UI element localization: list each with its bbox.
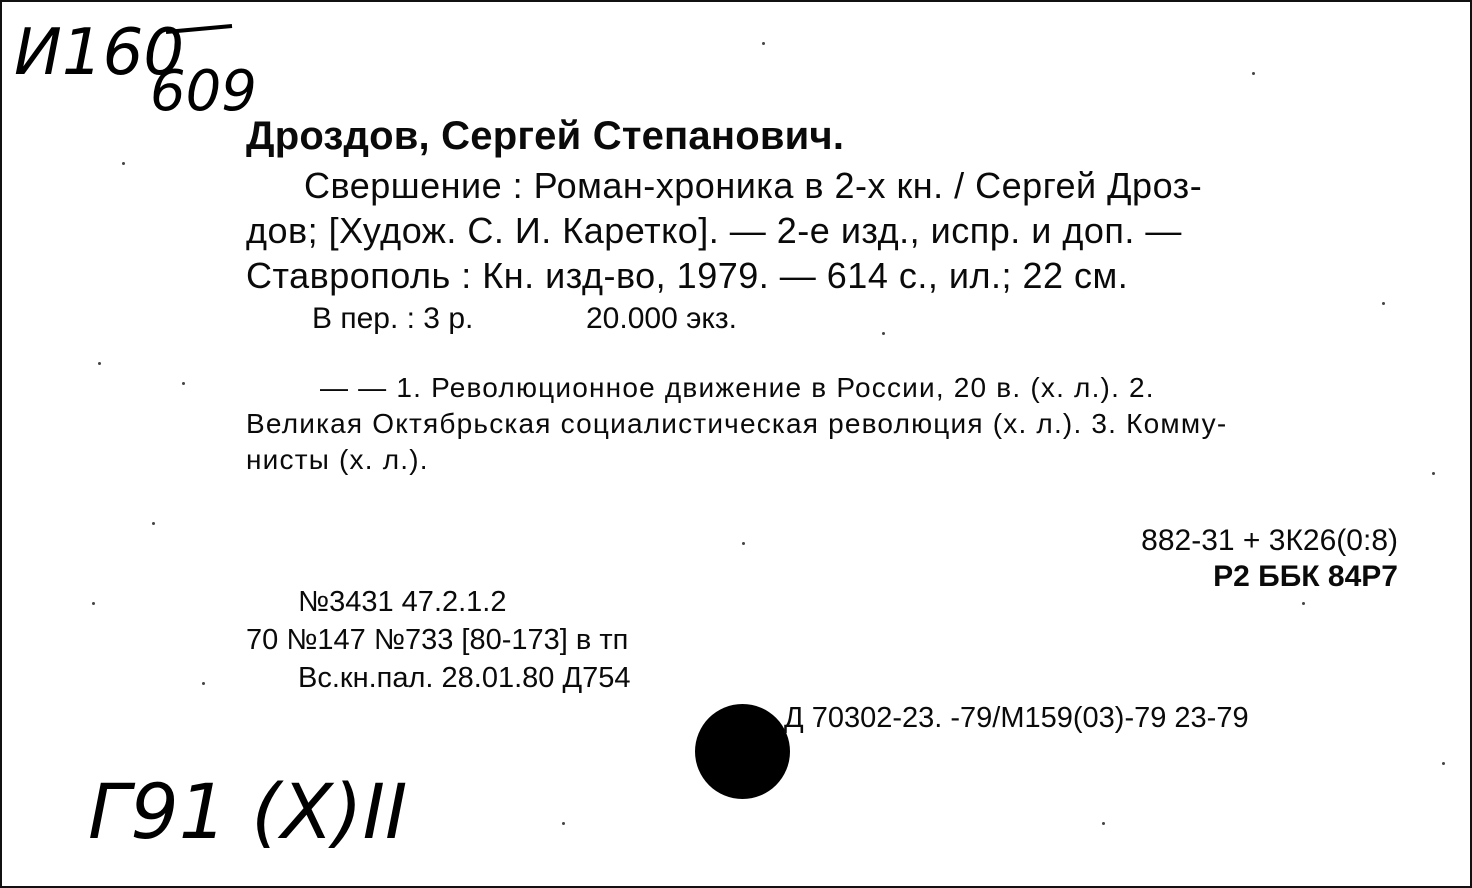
subject-line-2: Великая Октябрьская социалистическая революция (х. л.). 3. Комму- — [246, 408, 1228, 439]
print-run: 20.000 экз. — [586, 302, 737, 335]
book-chamber-code: Вс.кн.пал. 28.01.80 Д754 — [298, 662, 631, 694]
subject-line-1: — — 1. Революционное движение в России, 20 в. (х. л.). 2. — [320, 372, 1155, 403]
handwritten-code-top-main: И160 — [14, 16, 185, 90]
classification-bbk: Р2 ББК 84Р7 — [1213, 560, 1398, 593]
handwritten-code-top-sub: 609 — [150, 59, 257, 116]
subject-line-3: нисты (х. л.). — [246, 444, 429, 475]
handwritten-code-bottom — [82, 754, 422, 864]
title-line-3: Ставрополь : Кн. изд-во, 1979. — 614 с., ил.; 22 см. — [246, 255, 1129, 296]
author-heading: Дроздов, Сергей Степанович. — [246, 114, 845, 158]
title-line-1: Свершение : Роман-хроника в 2-х кн. / Сергей Дроз- — [304, 165, 1203, 206]
catalog-number: №3431 47.2.1.2 — [298, 586, 507, 618]
handwritten-code-top — [10, 6, 270, 116]
handwritten-code-bottom-text: Г91 (Х)ІІ — [88, 767, 408, 856]
price: В пер. : 3 р. — [312, 302, 474, 335]
publisher-code-line: Д 70302-23. -79/М159(03)-79 23-79 — [784, 702, 1249, 734]
classification-udc: 882-31 + 3К26(0:8) — [1141, 524, 1398, 557]
title-line-2: дов; [Худож. С. И. Каретко]. — 2-е изд., испр. и доп. — — [246, 210, 1182, 251]
catalog-registration: 70 №147 №733 [80-173] в тп — [246, 624, 629, 656]
punch-hole — [695, 704, 790, 799]
